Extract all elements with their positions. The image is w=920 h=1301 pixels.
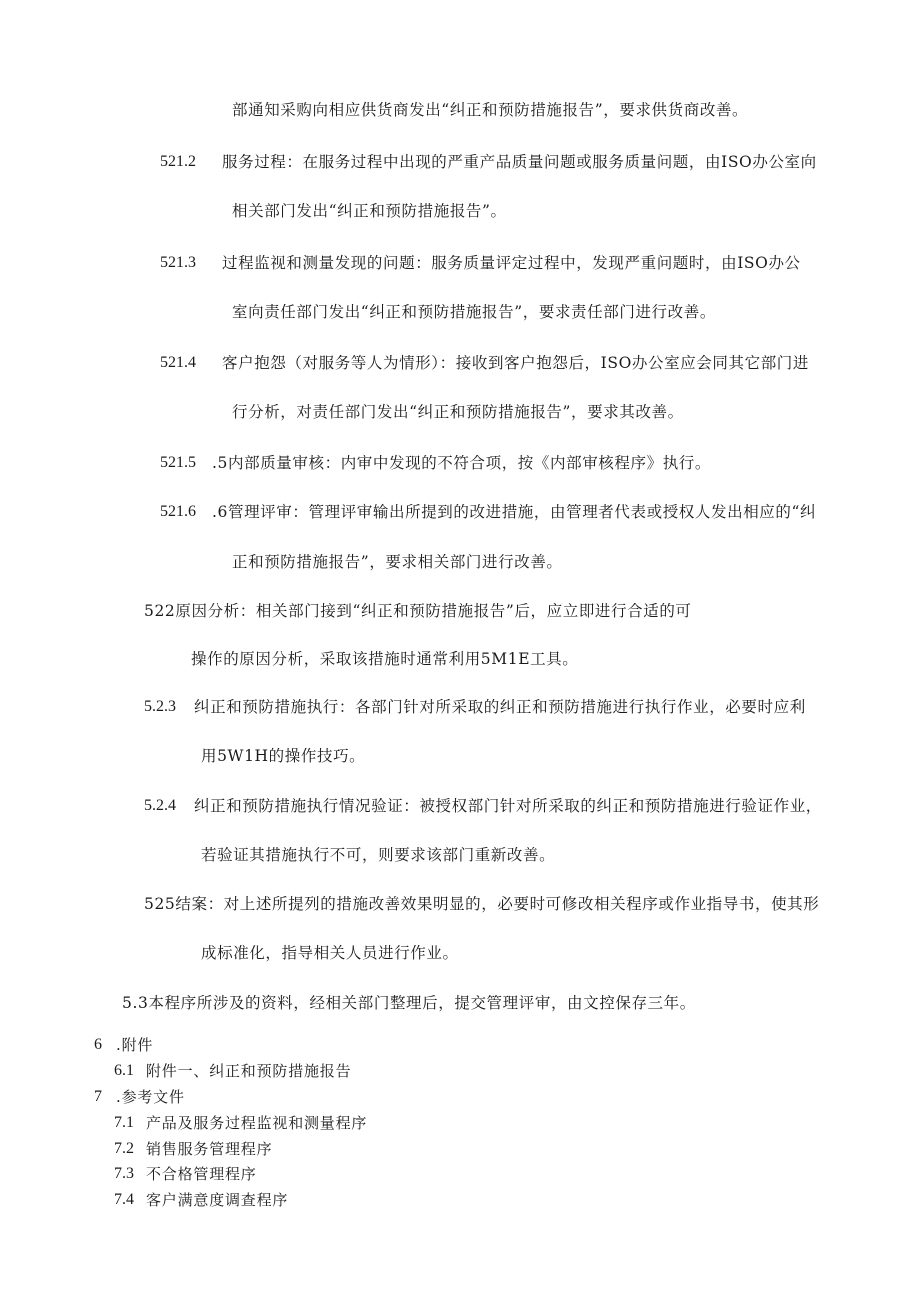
list-item-number: 7.3 [114,1165,134,1182]
paragraph-line: 行分析，对责任部门发出“纠正和预防措施报告”，要求其改善。 [232,403,684,421]
clause-number: 521.3 [160,254,196,271]
section-title: .参考文件 [116,1088,185,1106]
paragraph-line: 服务过程：在服务过程中出现的严重产品质量问题或服务质量问题，由ISO办公室向 [222,153,817,171]
paragraph-line: .6管理评审：管理评审输出所提到的改进措施，由管理者代表或授权人发出相应的“纠 [212,503,817,521]
clause-number: 521.6 [160,503,196,520]
paragraph-line: 室向责任部门发出“纠正和预防措施报告”，要求责任部门进行改善。 [232,303,716,321]
section-number: 7 [94,1088,102,1105]
paragraph-line: 正和预防措施报告”，要求相关部门进行改善。 [232,553,563,571]
clause-number: 521.5 [160,454,196,471]
list-item: 客户满意度调查程序 [146,1191,289,1209]
list-item: 附件一、纠正和预防措施报告 [146,1062,352,1080]
paragraph-line: 纠正和预防措施执行：各部门针对所采取的纠正和预防措施进行执行作业，必要时应利 [194,698,806,716]
paragraph-line: 客户抱怨（对服务等人为情形）：接收到客户抱怨后，ISO办公室应会同其它部门进 [222,354,810,372]
section-title: .附件 [116,1036,154,1054]
clause-number: 521.4 [160,354,196,371]
paragraph-line: 522原因分析：相关部门接到“纠正和预防措施报告”后，应立即进行合适的可 [144,602,692,620]
paragraph-line: 操作的原因分析，采取该措施时通常利用5M1E工具。 [191,650,579,668]
list-item: 销售服务管理程序 [146,1140,273,1158]
clause-number: 5.2.4 [144,797,176,814]
clause-number: 5.2.3 [144,698,176,715]
clause-number: 521.2 [160,153,196,170]
paragraph-line: 部通知采购向相应供货商发出“纠正和预防措施报告”，要求供货商改善。 [232,101,749,119]
list-item-number: 6.1 [114,1062,134,1079]
list-item-number: 7.4 [114,1191,134,1208]
paragraph-line: 过程监视和测量发现的问题：服务质量评定过程中，发现严重问题时，由ISO办公 [222,254,801,272]
paragraph-line: .5内部质量审核：内审中发现的不符合项，按《内部审核程序》执行。 [212,454,711,472]
paragraph-line: 成标准化，指导相关人员进行作业。 [201,944,459,962]
list-item-number: 7.1 [114,1114,134,1131]
paragraph-line: 相关部门发出“纠正和预防措施报告”。 [232,202,507,220]
list-item: 不合格管理程序 [146,1165,257,1183]
paragraph-line: 纠正和预防措施执行情况验证：被授权部门针对所采取的纠正和预防措施进行验证作业， [194,797,822,815]
list-item-number: 7.2 [114,1140,134,1157]
section-number: 6 [94,1036,102,1053]
paragraph-line: 5.3本程序所涉及的资料，经相关部门整理后，提交管理评审，由文控保存三年。 [122,994,696,1012]
paragraph-line: 用5W1H的操作技巧。 [201,747,366,765]
paragraph-line: 525结案：对上述所提列的措施改善效果明显的，必要时可修改相关程序或作业指导书，使其形 [144,895,820,913]
list-item: 产品及服务过程监视和测量程序 [146,1114,368,1132]
paragraph-line: 若验证其措施执行不可，则要求该部门重新改善。 [201,846,556,864]
